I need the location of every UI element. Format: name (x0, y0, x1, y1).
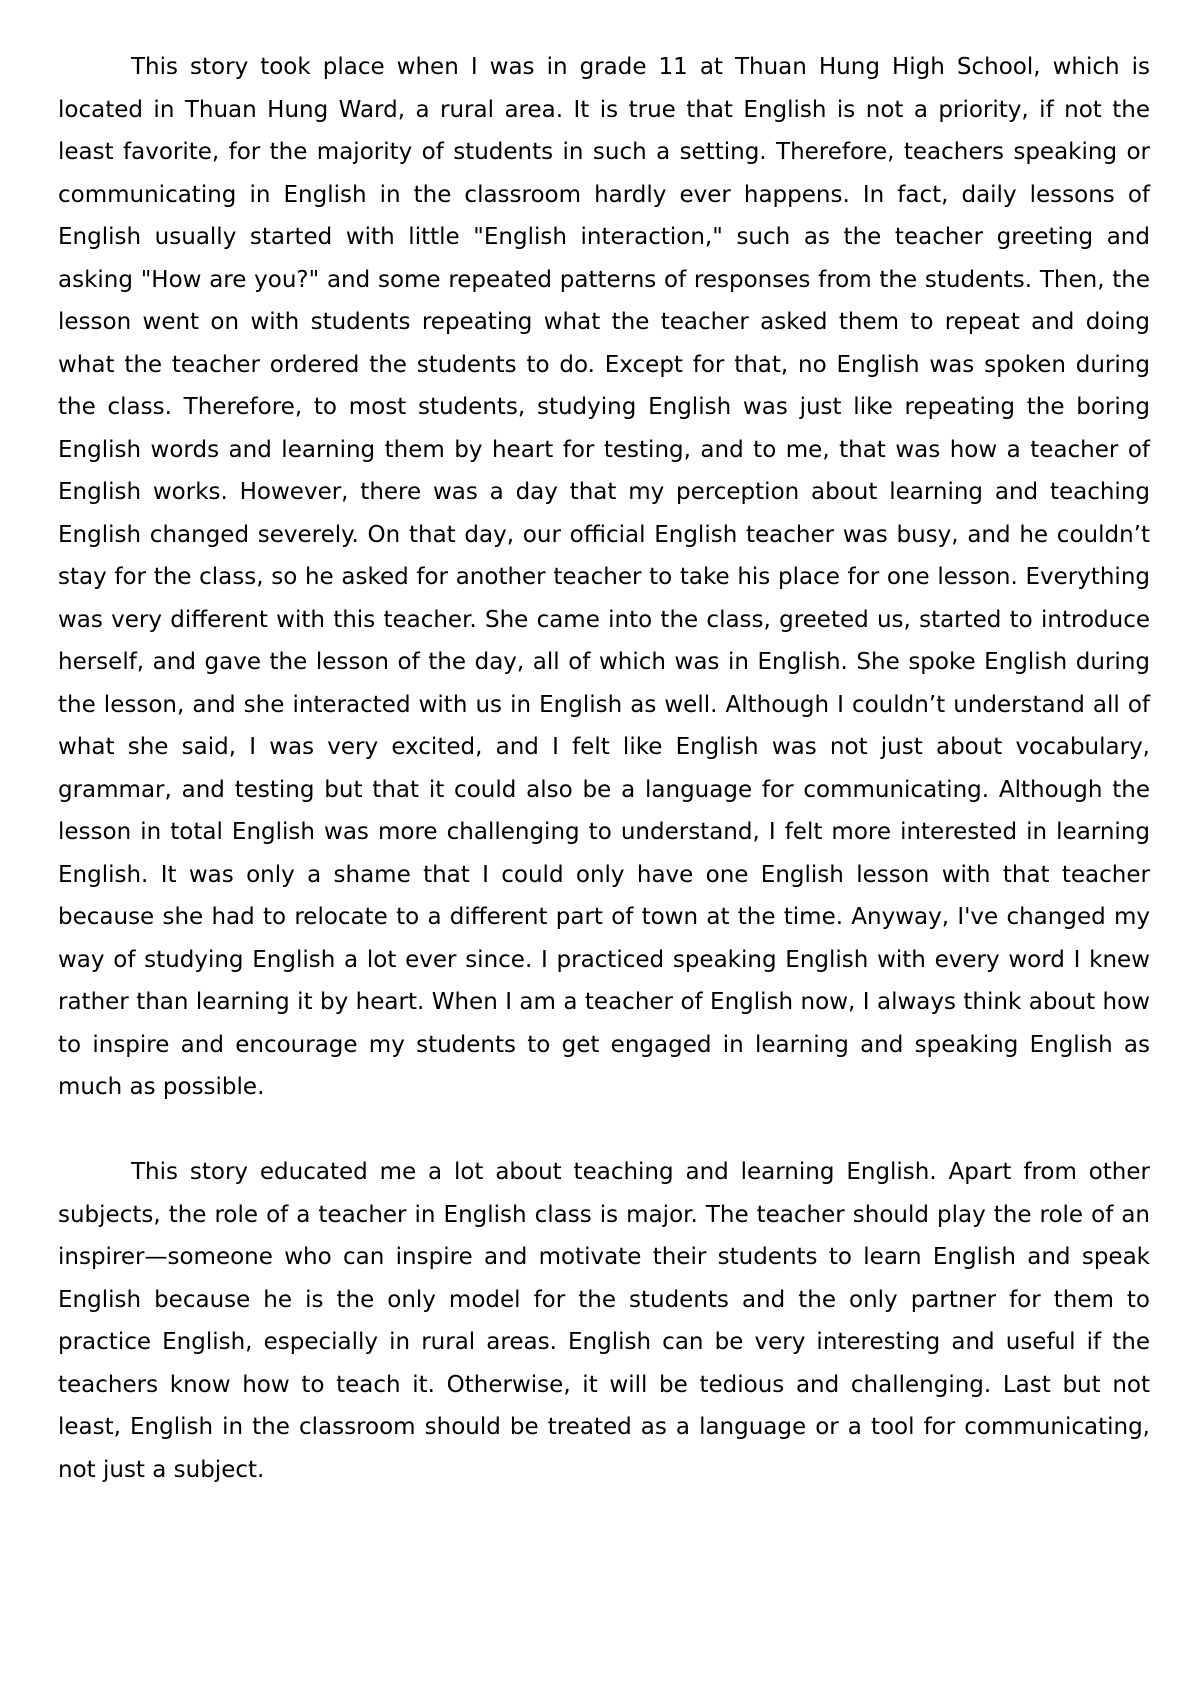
paragraph-reflection: This story educated me a lot about teaching and learning English. Apart from other subjects, the role of a teacher in English class is major. The teacher should play the role of an inspirer—someone who can inspire and motivate their students to learn English and speak English because he is the only model for the students and the only partner for them to practice English, especially in rural areas. English can be very interesting and useful if the teachers know how to teach it. Otherwise, it will be tedious and challenging. Last but not least, English in the classroom should be treated as a language or a tool for communicating, not just a subject. (58, 1159, 1150, 1483)
document-page (58, 46, 1150, 1491)
paragraph-story: This story took place when I was in grade 11 at Thuan Hung High School, which is located in Thuan Hung Ward, a rural area. It is true that English is not a priority, if not the least favorite, for the majority of students in such a setting. Therefore, teachers speaking or communicating in English in the classroom hardly ever happens. In fact, daily lessons of English usually started with little "English interaction," such as the teacher greeting and asking "How are you?" and some repeated patterns of responses from the students. Then, the lesson went on with students repeating what the teacher asked them to repeat and doing what the teacher ordered the students to do. Except for that, no English was spoken during the class. Therefore, to most students, studying English was just like repeating the boring English words and learning them by heart for testing, and to me, that was how a teacher of English works. However, there was a day that my perception about learning and teaching English changed severely. On that day, our official English teacher was busy, and he couldn’t stay for the class, so he asked for another teacher to take his place for one lesson. Everything was very different with this teacher. She came into the class, greeted us, started to introduce herself, and gave the lesson of the day, all of which was in English. She spoke English during the lesson, and she interacted with us in English as well. Although I couldn’t understand all of what she said, I was very excited, and I felt like English was not just about vocabulary, grammar, and testing but that it could also be a language for communicating. Although the lesson in total English was more challenging to understand, I felt more interested in learning English. It was only a shame that I could only have one English lesson with that teacher because she had to relocate to a different part of town at the time. Anyway, I've changed my way of studying English a lot ever since. I practiced speaking English with every word I knew rather than learning it by heart. When I am a teacher of English now, I always think about how to inspire and encourage my students to get engaged in learning and speaking English as much as possible. (58, 54, 1150, 1100)
